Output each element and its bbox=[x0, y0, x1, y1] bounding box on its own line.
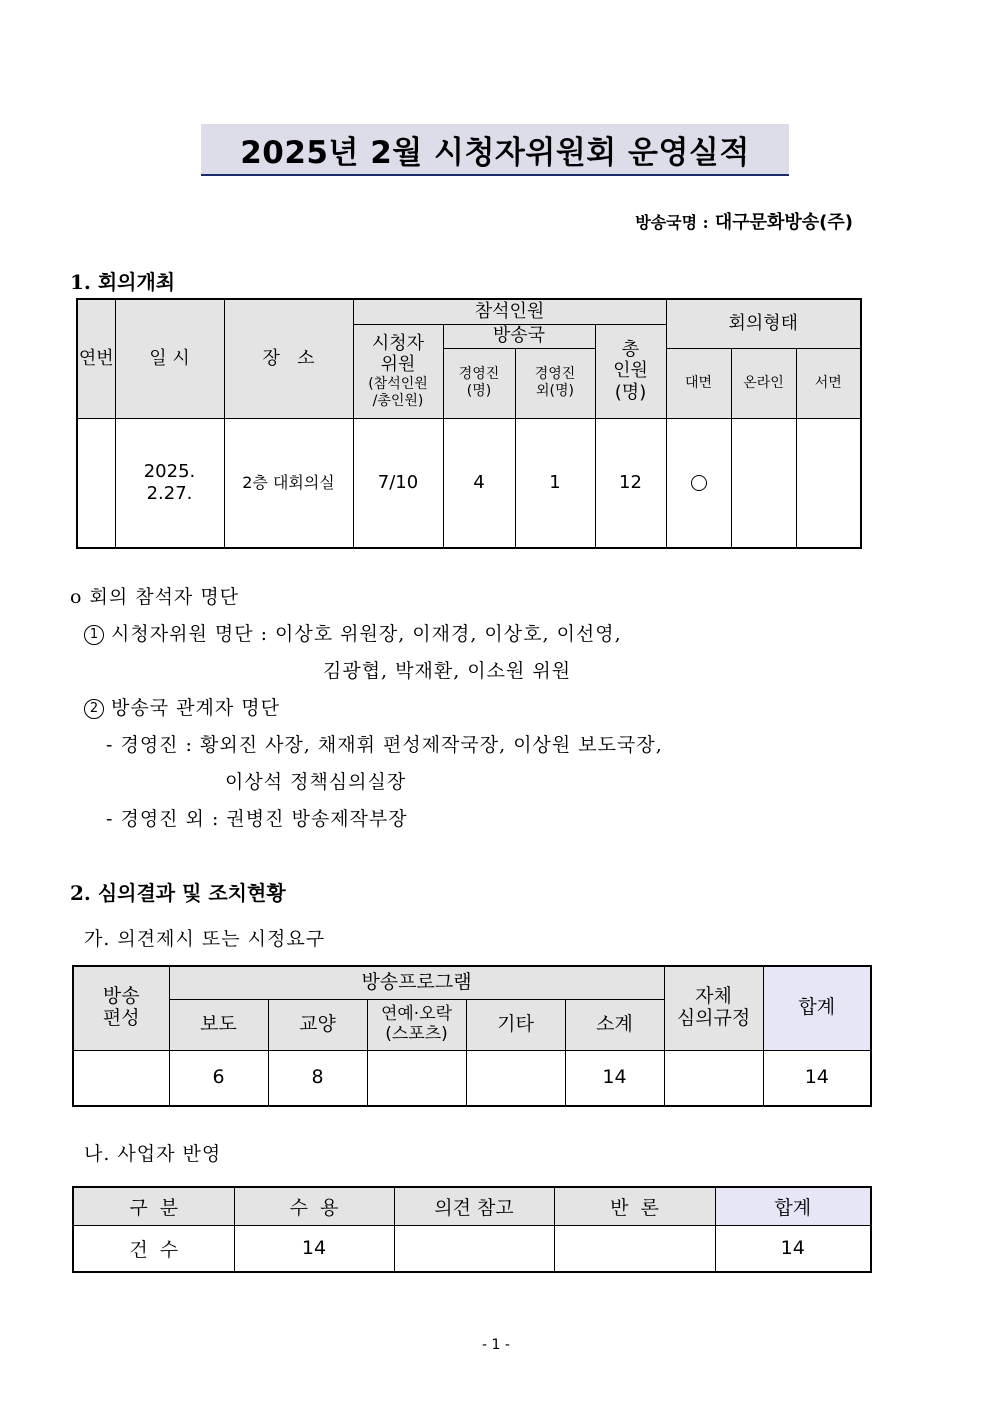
subsection-a: 가. 의견제시 또는 시정요구 bbox=[84, 928, 326, 950]
cell-rebuttal bbox=[554, 1225, 715, 1272]
cell-subtotal: 14 bbox=[565, 1050, 664, 1106]
cell-online bbox=[731, 418, 796, 548]
table-row bbox=[77, 418, 861, 548]
cell-date: 2025. 2.27. bbox=[115, 418, 224, 548]
online-header: 온라인 bbox=[731, 348, 796, 418]
inperson-header: 대면 bbox=[666, 348, 731, 418]
page-number: - 1 - bbox=[482, 1337, 510, 1353]
reflection-table bbox=[72, 1186, 872, 1273]
attendees-heading: o 회의 참석자 명단 bbox=[70, 586, 240, 608]
nonexec-line: - 경영진 외 : 권병진 방송제작부장 bbox=[106, 808, 408, 830]
attendance-header: 참석인원 bbox=[353, 299, 666, 324]
cell-nonexec: 1 bbox=[515, 418, 595, 548]
section2-heading: 2. 심의결과 및 조치현황 bbox=[70, 881, 286, 905]
cell-edu: 8 bbox=[268, 1050, 367, 1106]
station-value: 대구문화방송(주) bbox=[714, 212, 853, 233]
cell-place: 2층 대회의실 bbox=[224, 418, 353, 548]
cell-etc bbox=[466, 1050, 565, 1106]
table-row bbox=[73, 1225, 871, 1272]
circle-mark-icon bbox=[691, 475, 707, 491]
cell-viewers: 7/10 bbox=[353, 418, 443, 548]
total-header: 합계 bbox=[715, 1187, 871, 1225]
edu-header: 교양 bbox=[268, 999, 367, 1050]
cell-exec: 4 bbox=[443, 418, 515, 548]
review-table bbox=[72, 965, 872, 1107]
subtotal-header: 소계 bbox=[565, 999, 664, 1050]
subsection-b: 나. 사업자 반영 bbox=[84, 1143, 222, 1165]
cell-total: 14 bbox=[715, 1225, 871, 1272]
cell-broadcast bbox=[73, 1050, 169, 1106]
col-date-header: 일 시 bbox=[115, 299, 224, 418]
broadcast-header: 방송국 bbox=[443, 324, 595, 348]
cell-reference bbox=[394, 1225, 554, 1272]
cell-accept: 14 bbox=[234, 1225, 394, 1272]
table-row bbox=[73, 1050, 871, 1106]
self-review-header: 자체 심의규정 bbox=[664, 966, 763, 1050]
number-1-icon: 1 bbox=[84, 625, 104, 645]
col-place-header: 장 소 bbox=[224, 299, 353, 418]
viewers-header: 시청자 위원 (참석인원 /총인원) bbox=[353, 324, 443, 418]
news-header: 보도 bbox=[169, 999, 268, 1050]
exec-line: - 경영진 : 황외진 사장, 채재휘 편성제작국장, 이상원 보도국장, bbox=[106, 734, 663, 756]
cell-total: 14 bbox=[763, 1050, 871, 1106]
attendees-item2: 2 방송국 관계자 명단 bbox=[84, 693, 280, 720]
cell-total: 12 bbox=[595, 418, 666, 548]
format-header: 회의형태 bbox=[666, 299, 861, 348]
cell-written bbox=[796, 418, 861, 548]
cell-inperson bbox=[666, 418, 731, 548]
category-header: 구 분 bbox=[73, 1187, 234, 1225]
reference-header: 의견 참고 bbox=[394, 1187, 554, 1225]
cell-self bbox=[664, 1050, 763, 1106]
attendees-item1: 1 시청자위원 명단 : 이상호 위원장, 이재경, 이상호, 이선영, bbox=[84, 619, 622, 646]
total-header: 합계 bbox=[763, 966, 871, 1050]
col-no-header: 연번 bbox=[77, 299, 115, 418]
rebuttal-header: 반 론 bbox=[554, 1187, 715, 1225]
cell-news: 6 bbox=[169, 1050, 268, 1106]
nonexec-header: 경영진 외(명) bbox=[515, 348, 595, 418]
etc-header: 기타 bbox=[466, 999, 565, 1050]
number-2-icon: 2 bbox=[84, 699, 104, 719]
cell-no bbox=[77, 418, 115, 548]
station-name bbox=[635, 208, 853, 234]
page-title: 2025년 2월 시청자위원회 운영실적 bbox=[201, 124, 789, 176]
ent-header: 연예·오락 (스포츠) bbox=[367, 999, 466, 1050]
meeting-table bbox=[76, 298, 862, 549]
exec-header: 경영진 (명) bbox=[443, 348, 515, 418]
accept-header: 수 용 bbox=[234, 1187, 394, 1225]
cell-category: 건 수 bbox=[73, 1225, 234, 1272]
broadcast-format-header: 방송 편성 bbox=[73, 966, 169, 1050]
total-header: 총 인원 (명) bbox=[595, 324, 666, 418]
written-header: 서면 bbox=[796, 348, 861, 418]
cell-ent bbox=[367, 1050, 466, 1106]
exec-line-cont: 이상석 정책심의실장 bbox=[225, 771, 407, 793]
program-header: 방송프로그램 bbox=[169, 966, 664, 999]
section1-heading: 1. 회의개최 bbox=[70, 270, 176, 294]
attendees-item1-cont: 김광협, 박재환, 이소원 위원 bbox=[323, 660, 572, 682]
station-label: 방송국명 : bbox=[635, 213, 709, 232]
